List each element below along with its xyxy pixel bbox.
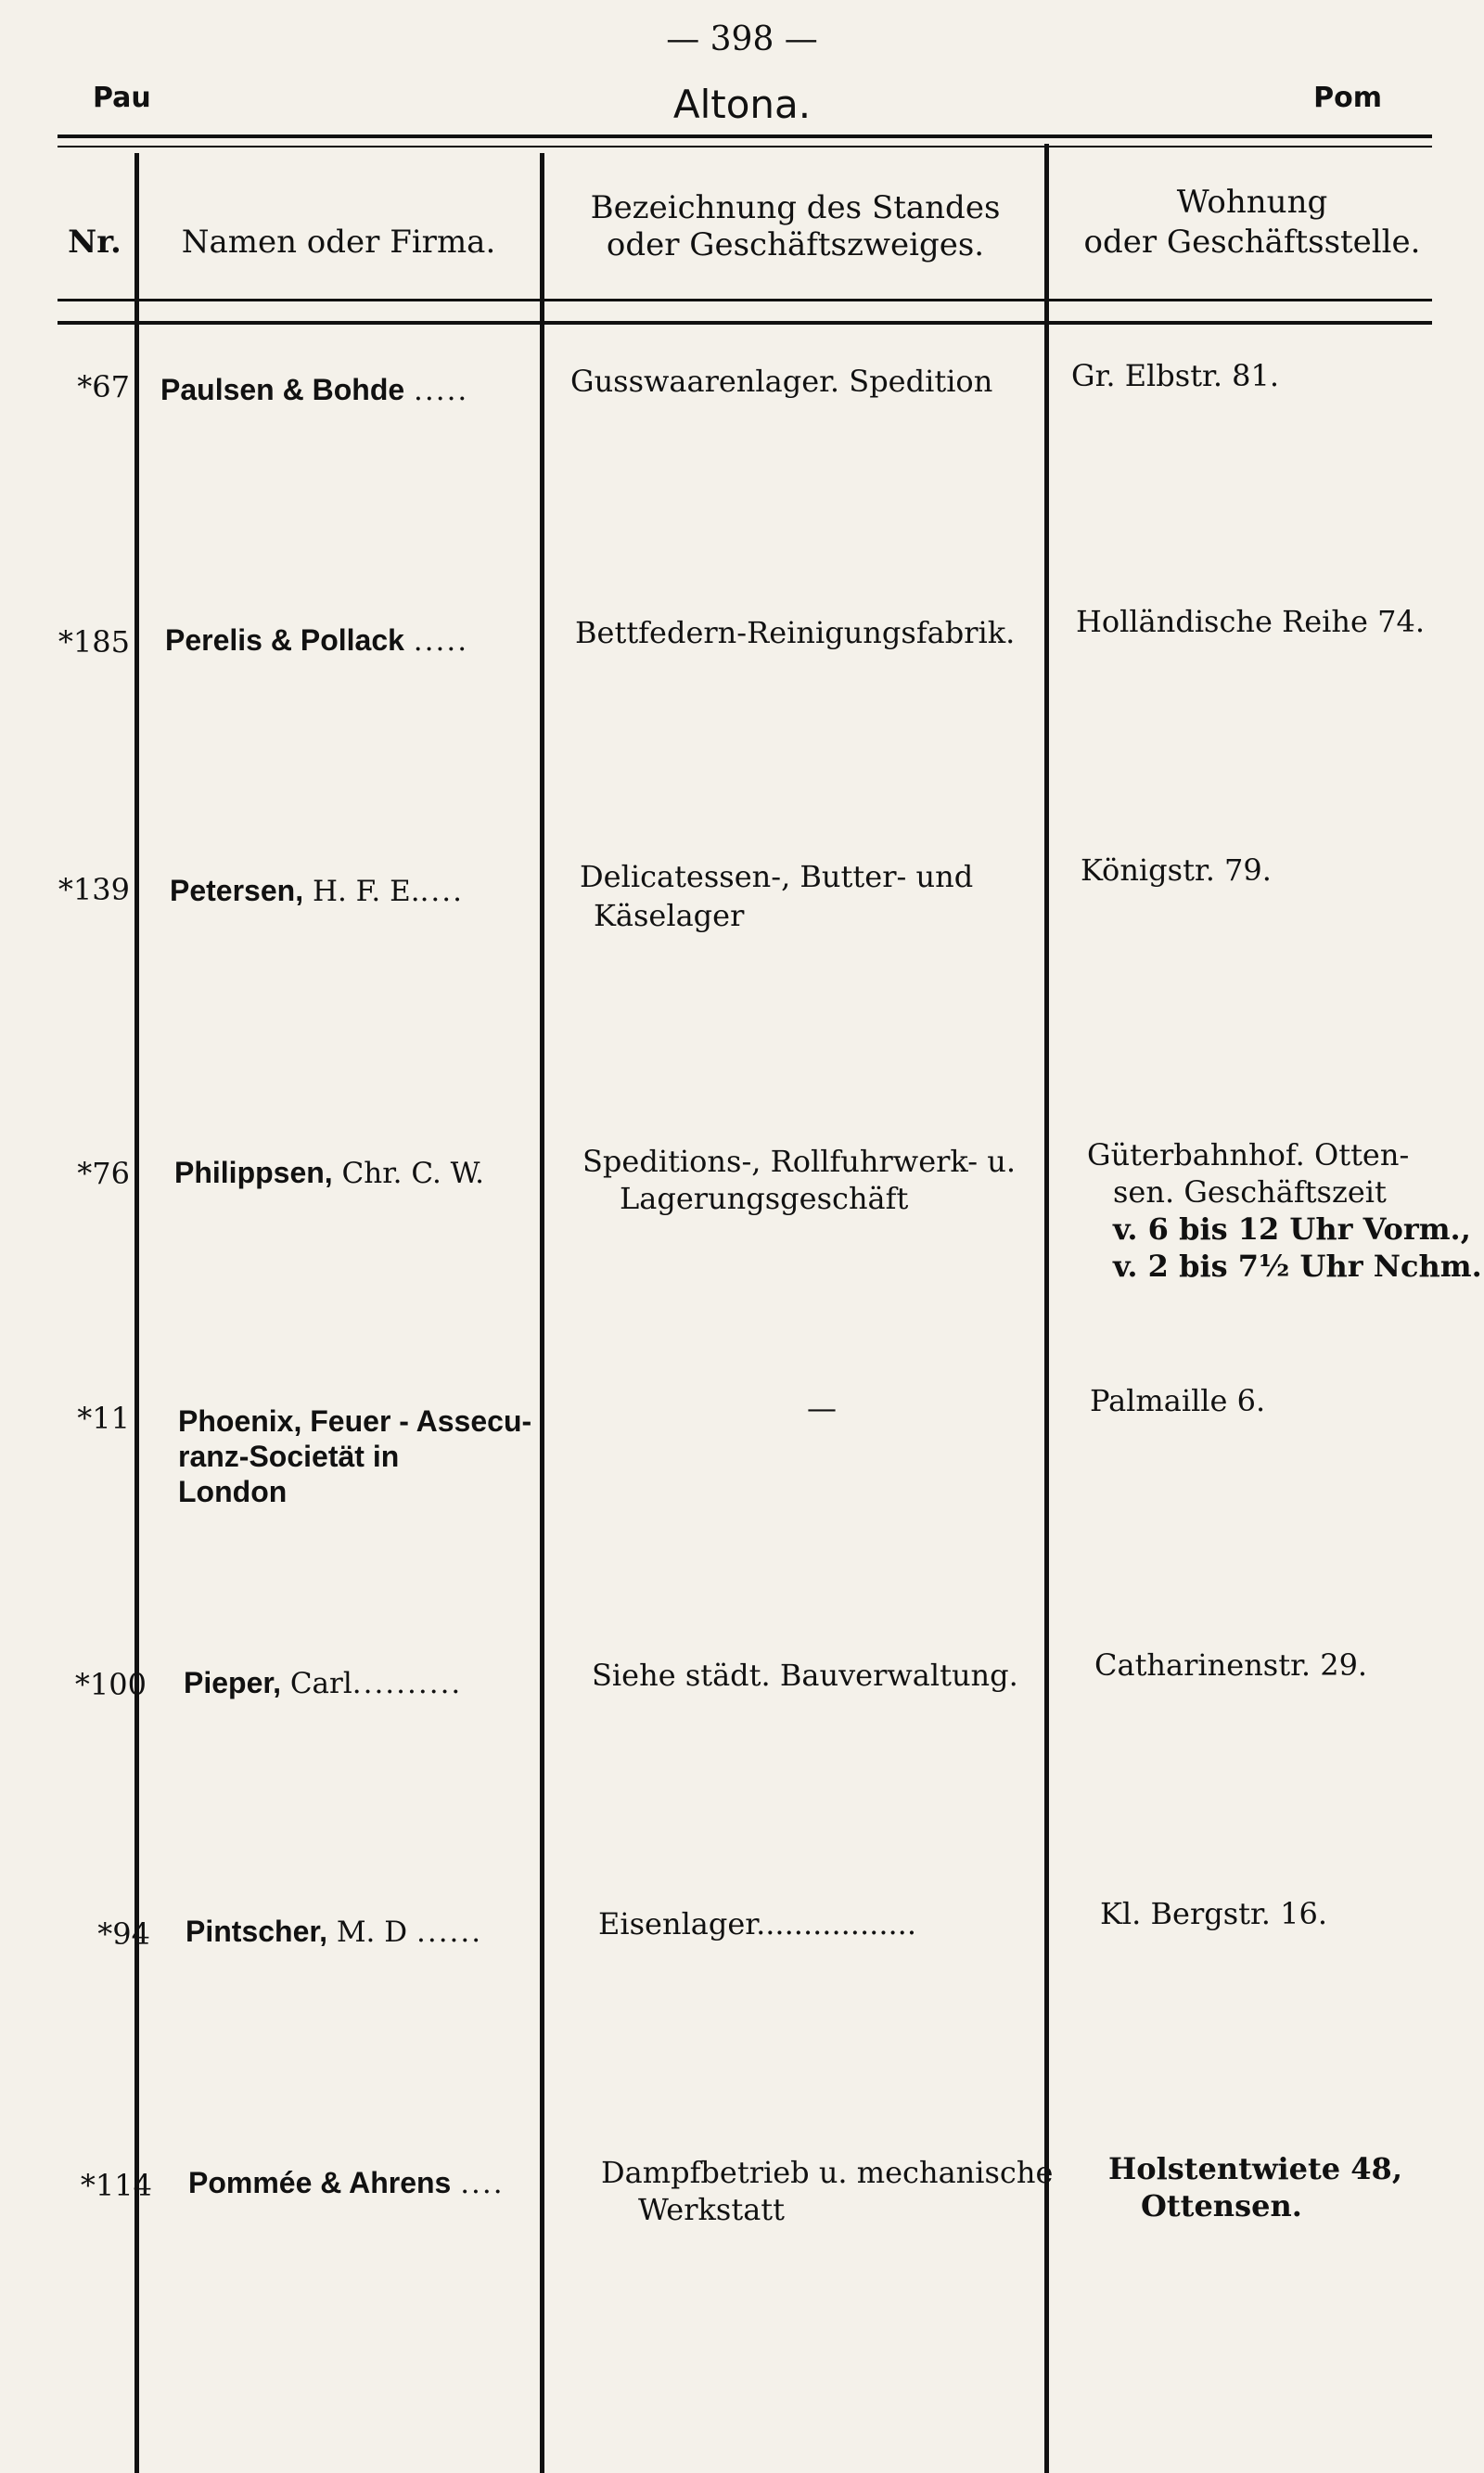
top-rule-thin — [58, 146, 1432, 147]
entry-description: Siehe städt. Bauverwaltung. — [592, 1658, 1018, 1693]
entry-address: Holstentwiete 48, — [1108, 2151, 1402, 2186]
corner-label-left: Pau — [93, 82, 151, 114]
entry-name: ranz-Societät in — [178, 1440, 400, 1473]
entry-name: Petersen, H. F. E..... — [170, 874, 464, 908]
entry-number: *94 — [97, 1916, 150, 1952]
entry-name: Paulsen & Bohde ..... — [160, 373, 469, 407]
entry-description: Dampfbetrieb u. mechanische — [601, 2155, 1054, 2190]
entry-description: Speditions-, Rollfuhrwerk- u. — [582, 1144, 1017, 1179]
top-rule — [58, 135, 1432, 138]
entry-description: Käselager — [594, 898, 745, 933]
entry-number: *76 — [77, 1156, 130, 1191]
column-header-desc-line1: Bezeichnung des Standes — [590, 189, 1001, 226]
entry-name: Pintscher, M. D ...... — [186, 1915, 483, 1949]
entry-address: Catharinenstr. 29. — [1094, 1647, 1368, 1683]
entry-address: v. 6 bis 12 Uhr Vorm., — [1113, 1211, 1471, 1247]
entry-address: Gr. Elbstr. 81. — [1071, 358, 1280, 393]
column-header-addr-line2: oder Geschäftsstelle. — [1083, 224, 1421, 261]
entry-description: — — [807, 1390, 837, 1426]
entry-address: Güterbahnhof. Otten- — [1087, 1137, 1410, 1172]
entry-description: Bettfedern-Reinigungsfabrik. — [575, 615, 1016, 650]
column-header-nr: Nr. — [68, 224, 122, 261]
entry-address: Palmaille 6. — [1090, 1383, 1266, 1418]
column-header-addr-line1: Wohnung — [1176, 184, 1328, 221]
header-rule — [58, 299, 1432, 301]
entry-address: Kl. Bergstr. 16. — [1100, 1896, 1328, 1931]
entry-name: Perelis & Pollack ..... — [165, 623, 469, 658]
header-rule-thick — [58, 321, 1432, 325]
page-number: — 398 — — [666, 20, 818, 58]
entry-address: Holländische Reihe 74. — [1076, 604, 1425, 639]
entry-description: Gusswaarenlager. Spedition — [570, 364, 993, 399]
entry-address: Königstr. 79. — [1081, 852, 1272, 888]
entry-number: *114 — [80, 2168, 152, 2203]
entry-address: sen. Geschäftszeit — [1113, 1174, 1387, 1210]
entry-name: Pieper, Carl.......... — [184, 1666, 463, 1700]
column-divider-2 — [540, 153, 544, 2473]
entry-address: Ottensen. — [1141, 2188, 1302, 2223]
entry-number: *67 — [77, 369, 130, 404]
entry-name: Pommée & Ahrens .... — [188, 2166, 505, 2200]
entry-name: Phoenix, Feuer - Assecu- — [178, 1404, 532, 1438]
entry-number: *100 — [74, 1667, 147, 1702]
entry-description: Eisenlager................. — [598, 1906, 916, 1941]
entry-number: *139 — [58, 872, 130, 907]
page-title: Altona. — [672, 82, 812, 127]
column-header-name: Namen oder Firma. — [181, 224, 496, 261]
entry-description: Werkstatt — [638, 2192, 785, 2227]
entry-description: Lagerungsgeschäft — [620, 1181, 909, 1216]
column-header-desc-line2: oder Geschäftszweiges. — [606, 226, 985, 263]
column-divider-1 — [134, 153, 139, 2473]
entry-number: *11 — [77, 1401, 130, 1436]
entry-name: London — [178, 1475, 288, 1508]
column-divider-3 — [1044, 144, 1049, 2473]
entry-address: v. 2 bis 7½ Uhr Nchm. — [1113, 1249, 1482, 1284]
corner-label-right: Pom — [1313, 82, 1382, 114]
entry-name: Philippsen, Chr. C. W. — [174, 1156, 484, 1190]
entry-number: *185 — [58, 624, 130, 660]
entry-description: Delicatessen-, Butter- und — [580, 859, 974, 894]
